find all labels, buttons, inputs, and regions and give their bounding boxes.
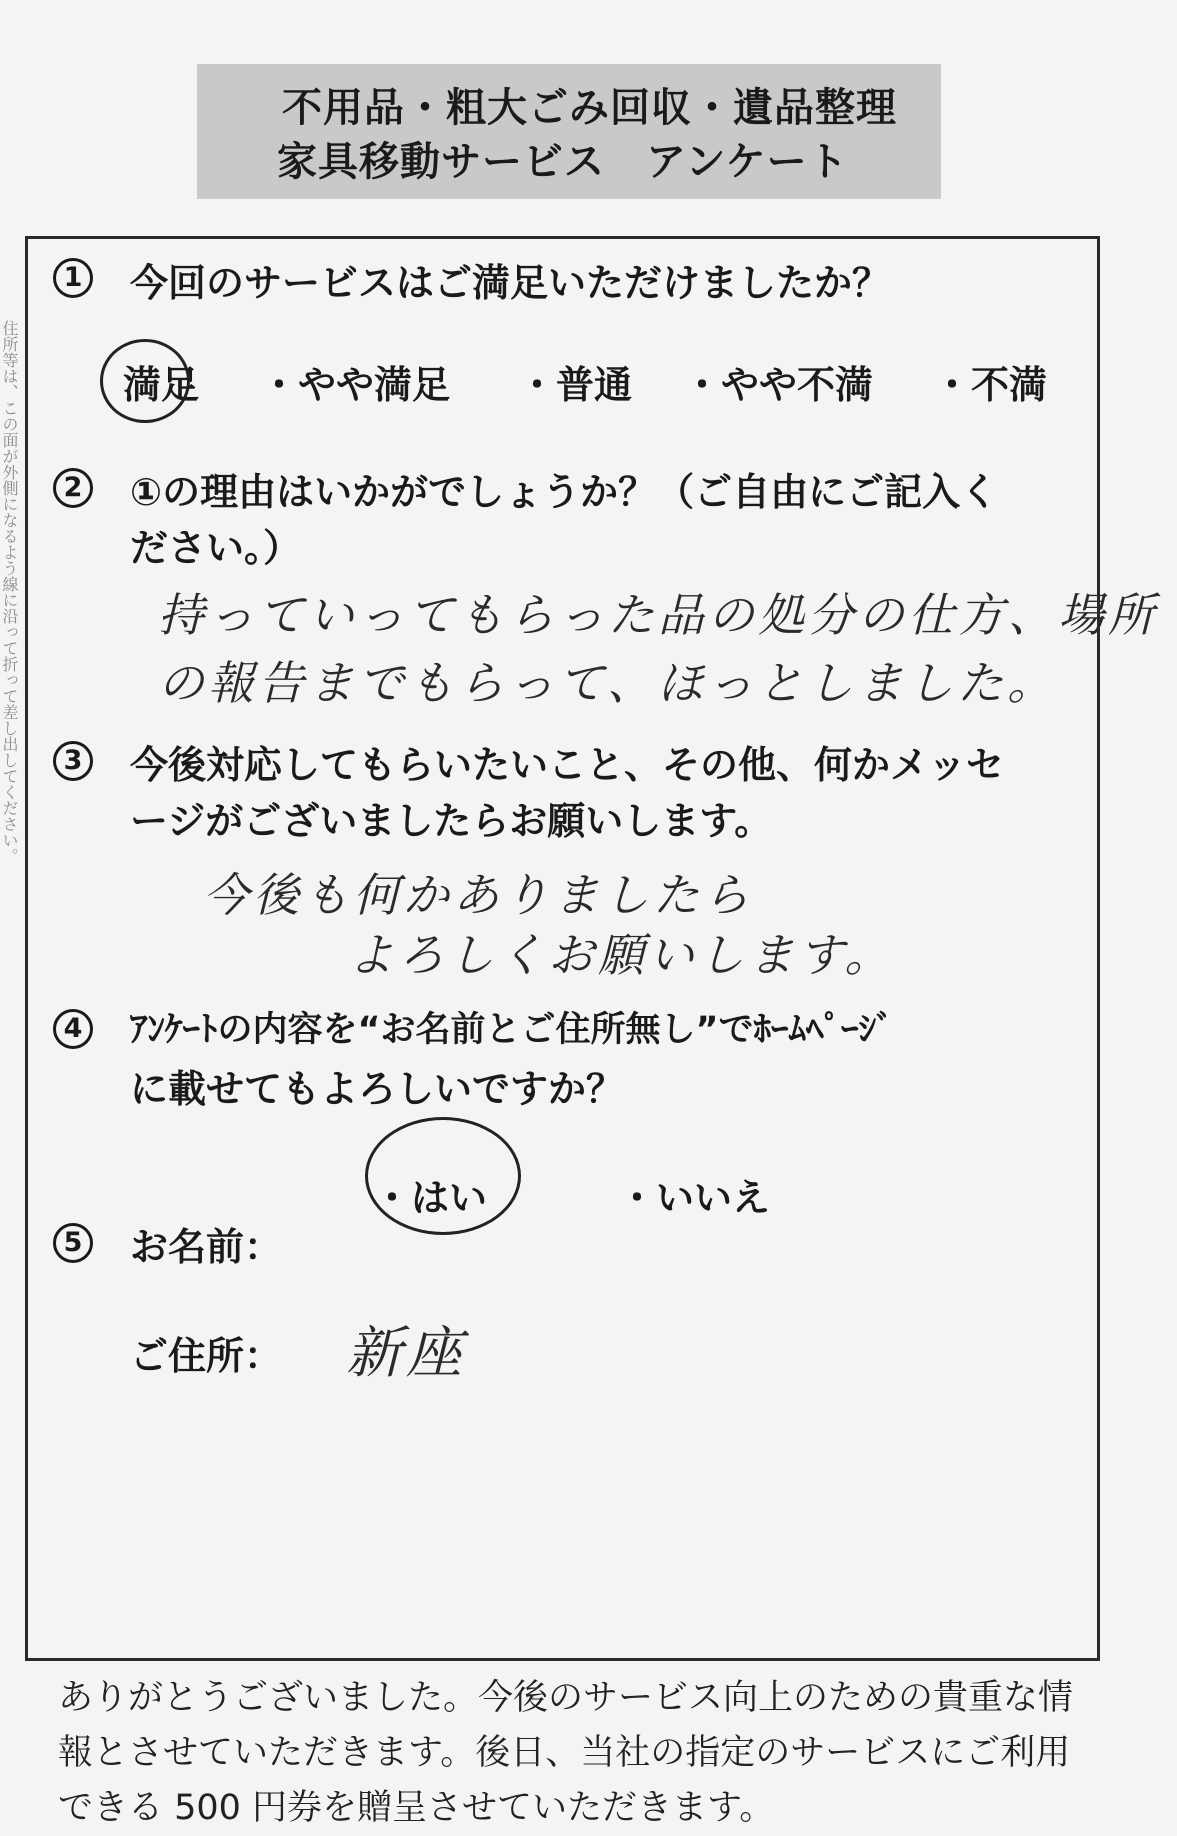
address-label: ご住所： (130, 1334, 283, 1378)
q1-option-average[interactable]: ・普通 (518, 363, 633, 407)
q4-option-no[interactable]: ・いいえ (618, 1176, 771, 1220)
q4-option-yes[interactable]: ・はい (373, 1176, 488, 1220)
q2-handwritten-answer-line-2: の報告までもらって、ほっとしました。 (158, 656, 1058, 710)
question-number-5: 5 (53, 1223, 93, 1263)
question-1-text: 今回のサービスはご満足いただけましたか？ (130, 261, 891, 305)
survey-form (25, 236, 1158, 1828)
question-3-text-line-1: 今後対応してもらいたいこと、その他、何かメッセ (130, 743, 1005, 787)
side-note: 住所等は、この面が外側になるよう線に沿って折って差し出してください。 (0, 320, 19, 864)
selected-circle-mark (100, 339, 190, 423)
name-label: お名前： (130, 1225, 283, 1269)
q3-handwritten-answer-line-1: 今後も何かありましたら (203, 868, 753, 922)
question-number-4: 4 (53, 1009, 93, 1049)
question-2-text-line-2: ださい。） (130, 526, 302, 570)
question-number-3: 3 (53, 741, 93, 781)
question-2-text-line-1: ①の理由はいかがでしょうか？（ご自由にご記入く (130, 470, 999, 514)
q2-handwritten-answer-line-1: 持っていってもらった品の処分の仕方、場所 (158, 588, 1158, 642)
question-4-text-line-1: ｱﾝｹｰﾄの内容を“お名前とご住所無し”でﾎｰﾑﾍﾟｰｼﾞ (130, 1010, 894, 1050)
selected-circle-mark (365, 1117, 521, 1235)
q1-option-dissatisfied[interactable]: ・不満 (933, 363, 1048, 407)
q1-option-satisfied[interactable]: 満足 (123, 363, 200, 407)
question-number-2: 2 (53, 468, 93, 508)
question-4-text-line-2: に載せてもよろしいですか？ (130, 1067, 625, 1111)
thank-you-note: ありがとうございました。今後のサービス向上のための貴重な情報とさせていただきます。後日、当社の指定のサービスにご利用できる 500 円券を贈呈させていただきます。 (58, 1678, 1074, 1828)
question-number-1: 1 (53, 258, 93, 298)
address-handwritten-value: 新座 (346, 1321, 466, 1386)
title-line-2: 家具移動サービス アンケート (277, 139, 849, 185)
question-3-text-line-2: ージがございましたらお願いします。 (130, 799, 773, 843)
survey-title-box (197, 64, 941, 199)
title-line-1: 不用品・粗大ごみ回収・遺品整理 (282, 85, 897, 131)
q1-option-somewhat-satisfied[interactable]: ・やや満足 (260, 363, 451, 407)
q3-handwritten-answer-line-2: よろしくお願いします。 (348, 928, 895, 982)
q1-option-somewhat-dissatisfied[interactable]: ・やや不満 (683, 363, 874, 407)
